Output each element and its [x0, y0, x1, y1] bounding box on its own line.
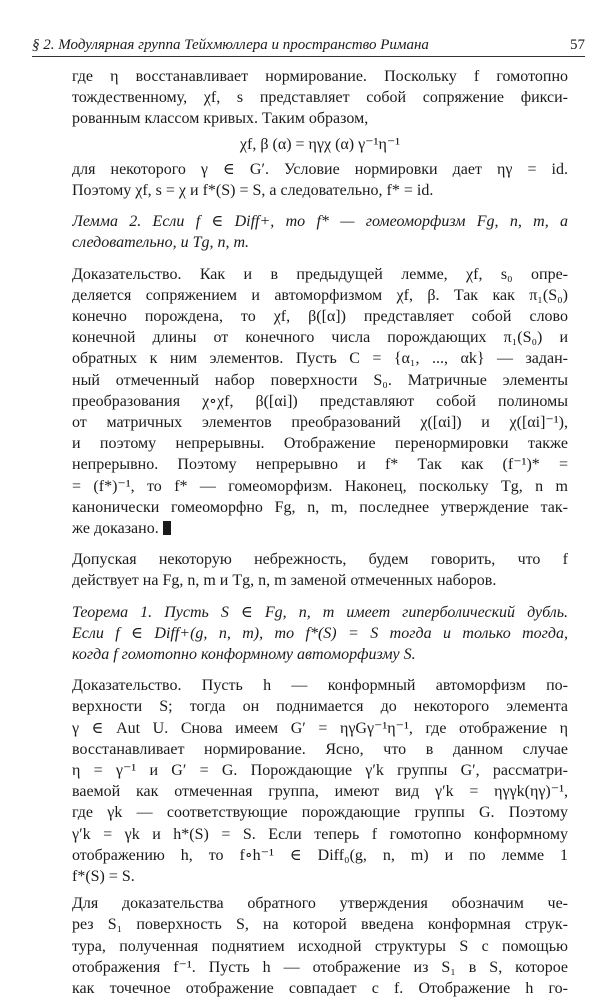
text-line: конечной длины от конечного числа порождающих π₁(S₀) и	[72, 329, 568, 347]
text-line: отображения f⁻¹. Пусть h — отображение из S₁ в S, которое	[72, 958, 568, 976]
text-line: непрерывно. Поэтому непрерывно и f* Так как (f⁻¹)* =	[72, 456, 568, 474]
text-line: f*(S) = S.	[72, 868, 135, 885]
text-line: от матричных элементов преобразований χ([αi]) и χ([αi]⁻¹),	[72, 414, 568, 431]
text-line: тождественному, χf, s представляет собой сопряжение фикси-	[72, 89, 568, 107]
text-line: действует на Fg, n, m и Tg, n, m заменой отмеченных наборов.	[72, 572, 497, 590]
text-line: γ′k = γk и h*(S) = S. Если теперь f гомотопно конформному	[72, 825, 568, 843]
text-line: Лемма 2. Если f ∈ Diff+, то f* — гомеоморфизм Fg, n, m, а	[72, 213, 568, 231]
text-line: верхности S; тогда он поднимается до некоторого элемента	[72, 698, 568, 716]
text-line: тура, полученная поднятием исходной структуры S с помощью	[72, 937, 568, 955]
running-header	[32, 34, 585, 57]
text-line: γ ∈ Aut U. Снова имеем G′ = ηγGγ⁻¹η⁻¹, где отображение η	[72, 719, 568, 737]
text-line: же доказано.	[72, 518, 568, 539]
text-line: Доказательство. Пусть h — конформный автоморфизм по-	[72, 677, 568, 695]
text-line: ный отмеченный набор поверхности S₀. Матричные элементы	[72, 371, 568, 389]
page-number: 57	[570, 37, 585, 53]
text-line: ваемой как отмеченная группа, имеют вид γ′k = ηγγk(ηγ)⁻¹,	[72, 783, 568, 801]
text-line: деляется сопряжением и автоморфизмом χf, β. Так как π₁(S₀)	[72, 286, 568, 304]
text-line: рованным классом кривых. Таким образом,	[72, 110, 369, 128]
text-line: канонически гомеоморфно Fg, n, m, последнее утверждение так-	[72, 498, 568, 516]
text-line: Теорема 1. Пусть S ∈ Fg, n, m имеет гиперболический дубль.	[72, 603, 568, 621]
text-line: где η восстанавливает нормирование. Поскольку f гомотопно	[72, 68, 568, 85]
text-line: восстанавливает нормирование. Ясно, что в данном случае	[72, 740, 568, 758]
text-line: Доказательство. Как и в предыдущей лемме, χf, s₀ опре-	[72, 265, 568, 283]
text-line: обратных к ним элементов. Пусть C = {α₁, ..., αk} — задан-	[72, 350, 568, 368]
text-line: рез S₁ поверхность S, на которой введена конформная струк-	[72, 916, 568, 934]
text-line: = (f*)⁻¹, то f* — гомеоморфизм. Наконец, поскольку Tg, n m	[72, 477, 568, 495]
text-line: как точечное отображение совпадает с f. Отображение h го-	[72, 980, 568, 997]
text-line: для некоторого γ ∈ G′. Условие нормировки дает ηγ = id.	[72, 160, 568, 178]
text-line: Допуская некоторую небрежность, будем говорить, что f	[72, 551, 568, 569]
text-line: η = γ⁻¹ и G′ = G. Порождающие γ′k группы G′, рассматри-	[72, 762, 568, 779]
text-line: Если f ∈ Diff+(g, n, m), то f*(S) = S тогда и только тогда,	[72, 624, 568, 642]
text-line: Для доказательства обратного утверждения обозначим че-	[72, 895, 568, 913]
text-line: преобразования χ∘χf, β([αi]) представляют собой полиномы	[72, 392, 568, 410]
text-line: когда f гомотопно конформному автоморфизму S.	[72, 646, 416, 663]
text-line: где γk — соответствующие порождающие группы G. Поэтому	[72, 804, 568, 822]
text-line: следовательно, и Tg, n, m.	[72, 234, 250, 252]
running-title: § 2. Модулярная группа Тейхмюллера и пространство Римана	[32, 37, 429, 53]
text-line: Поэтому χf, s = χ и f*(S) = S, а следовательно, f* = id.	[72, 182, 434, 199]
text-line: χf, β (α) = ηγχ (α) γ⁻¹η⁻¹	[239, 135, 401, 153]
text-line: отображению h, то f∘h⁻¹ ∈ Diff₀(g, n, m) и по лемме 1	[72, 846, 568, 864]
qed-mark	[163, 521, 171, 535]
text-line: и поэтому непрерывны. Отображение перенормировки также	[72, 435, 568, 453]
text-line: конечно порождена, то χf, β([α]) представляет собой слово	[72, 308, 568, 325]
